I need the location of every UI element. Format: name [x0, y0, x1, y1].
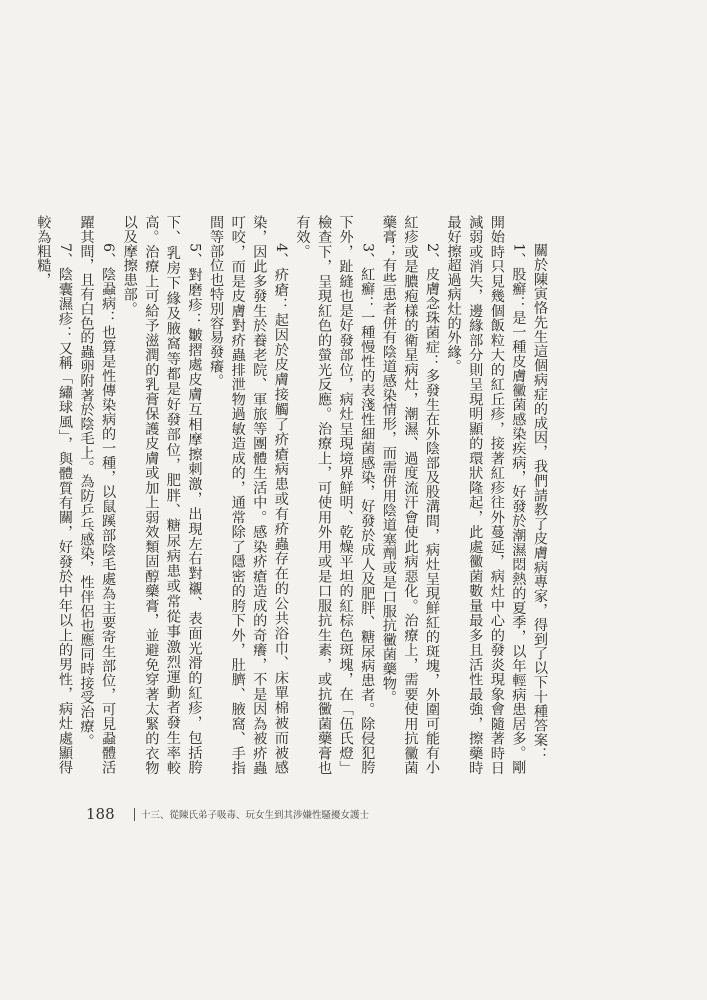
- paragraph-item-4: 4、疥瘡：起因於皮膚接觸了疥瘡病患或有疥蟲存在的公共浴巾、床單棉被而被感染，因此多發生於養老院、軍旅等團體生活中。感染疥瘡造成的奇癢，不是因為被疥蟲叮咬，而是皮膚對疥蟲排泄物過敏造成的，通常除了隱密的胯下外，肚臍、腋窩、手指間等部位也特別容易發癢。: [208, 215, 289, 775]
- paragraph-item-7: 7、陰囊濕疹：又稱「繡球風」，與體質有關，好發於中年以上的男性，病灶處顯得較為粗糙，: [35, 215, 73, 775]
- running-chapter-title: 十三、從陳氏弟子吸毒、玩女生到其涉嫌性騷擾女護士: [141, 810, 370, 821]
- paragraph-item-3: 3、紅癬：一種慢性的表淺性細菌感染，好發於成人及肥胖、糖尿病患者。除侵犯胯下外，趾縫也是好發部位，病灶呈現境界鮮明、乾燥平坦的紅棕色斑塊，在「伍氏燈」檢查下，呈現紅色的螢光反應。治療上，可使用外用或是口服抗生素，或抗黴菌藥膏也有效。: [294, 215, 376, 775]
- page-footer: [86, 804, 386, 824]
- paragraph-item-5: 5、對磨疹：皺摺處皮膚互相摩擦刺激，出現左右對襯、表面光滑的紅疹，包括胯下、乳房下緣及腋窩等都是好發部位，肥胖、糖尿病患或常從事激烈運動者發生率較高。治療上可給予滋潤的乳膏保護皮膚或加上弱效類固醇藥膏，並避免穿著太緊的衣物以及摩擦患部。: [121, 215, 203, 775]
- paragraph-item-2: 2、皮膚念珠菌症：多發生在外陰部及股溝間，病灶呈現鮮紅的斑塊，外圍可能有小紅疹或是膿疱樣的衛星病灶，潮濕、過度流汗會使此病惡化。治療上，需要使用抗黴菌藥膏；有些患者併有陰道感染情形，而需併用陰道塞劑或是口服抗黴菌藥物。: [380, 215, 441, 775]
- paragraph-item-6: 6、陰蝨病：也算是性傳染病的一種，以鼠蹊部陰毛處為主要寄生部位，可見蝨體活躍其間，且有白色的蟲卵附著於陰毛上。為防乒乓感染，性伴侶也應同時接受治療。: [78, 215, 117, 775]
- paragraph-item-1: 1、股癬：是一種皮膚黴菌感染疾病，好發於潮濕悶熱的夏季，以年輕病患居多。剛開始時只見幾個飯粒大的紅丘疹，接著紅疹往外蔓延，病灶中心的發炎現象會隨著時日減弱或消失，邊緣部分則呈現明顯的環狀隆起，此處黴菌數量最多且活性最強，擦藥時最好擦超過病灶的外緣。: [445, 215, 527, 775]
- footer-divider: [134, 808, 135, 821]
- page-number: 188: [86, 805, 115, 823]
- paragraph-intro: 關於陳寅恪先生這個病症的成因，我們請教了皮膚病專家，得到了以下十種答案：: [532, 243, 548, 762]
- body-text: [35, 215, 550, 775]
